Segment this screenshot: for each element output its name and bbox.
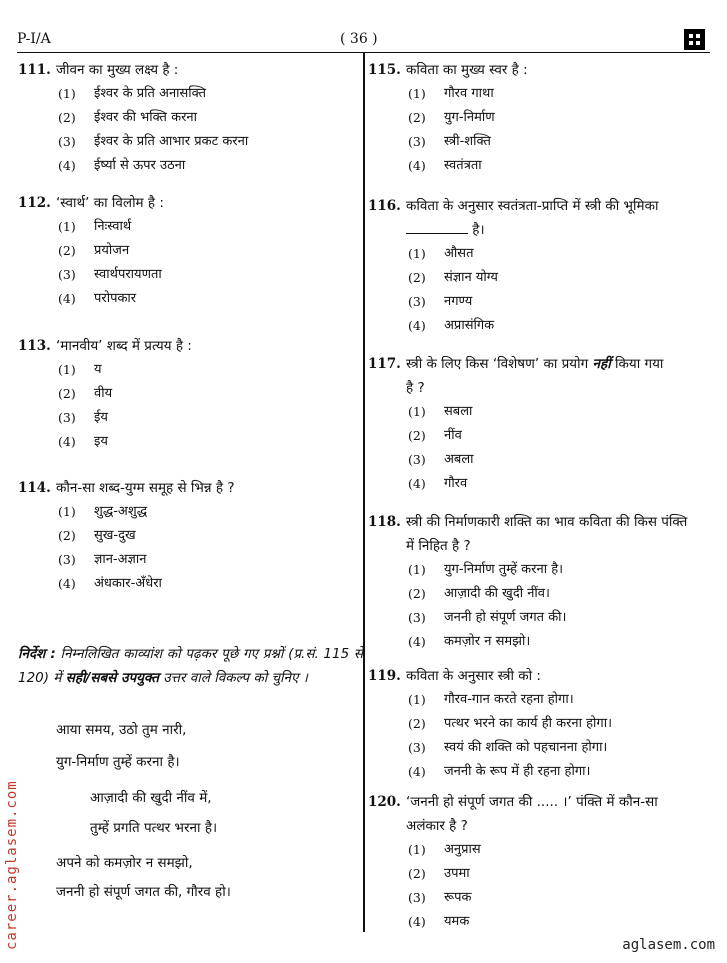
option: (2) संज्ञान योग्य (408, 270, 498, 285)
question-text: स्त्री के लिए किस ‘विशेषण’ का प्रयोग (406, 356, 589, 372)
question-number: 112. (18, 195, 51, 211)
question-text: कविता का मुख्य स्वर है : (406, 62, 528, 78)
option: (4) अंधकार-अँधेरा (58, 576, 162, 591)
qr-code-icon (684, 29, 705, 50)
question-number: 117. (368, 356, 401, 372)
option: (2) युग-निर्माण (408, 110, 495, 125)
option: (1) ईश्वर के प्रति अनासक्ति (58, 86, 207, 101)
question-number: 114. (18, 480, 51, 496)
option: (3) रूपक (408, 890, 472, 905)
question-number: 120. (368, 794, 401, 810)
option: (4) परोपकार (58, 291, 137, 306)
watermark-left: career.aglasem.com (4, 780, 20, 950)
question-number: 113. (18, 338, 51, 354)
option: (1) युग-निर्माण तुम्हें करना है। (408, 562, 564, 577)
question-111 (18, 58, 358, 178)
fill-in-blank (406, 233, 468, 234)
paper-code: P-I/A (17, 31, 51, 47)
question-text: कविता के अनुसार स्वतंत्रता-प्राप्ति में स्त्री की भूमिका (406, 198, 659, 214)
question-text: ‘मानवीय’ शब्द में प्रत्यय है : (56, 338, 192, 354)
option: (2) उपमा (408, 866, 470, 881)
question-text: ‘स्वार्थ’ का विलोम है : (56, 195, 164, 211)
option: (4) जननी के रूप में ही रहना होगा। (408, 764, 591, 779)
option: (1) गौरव गाथा (408, 86, 494, 101)
option: (1) शुद्ध-अशुद्ध (58, 504, 148, 519)
column-divider (363, 52, 365, 932)
option: (2) पत्थर भरने का कार्य ही करना होगा। (408, 716, 613, 731)
directions-label: निर्देश : (18, 646, 56, 662)
poem-line: जननी हो संपूर्ण जगत की, गौरव हो। (56, 884, 231, 900)
option: (4) स्वतंत्रता (408, 158, 482, 173)
option: (3) स्त्री-शक्ति (408, 134, 491, 149)
question-text-cont: में निहित है ? (406, 538, 471, 554)
option: (3) स्वार्थपरायणता (58, 267, 162, 282)
question-number: 111. (18, 62, 51, 78)
question-115 (368, 58, 708, 178)
question-text: कौन-सा शब्द-युग्म समूह से भिन्न है ? (56, 480, 235, 496)
option: (4) गौरव (408, 476, 468, 491)
poem-line: आया समय, उठो तुम नारी, (56, 722, 187, 738)
poem-line: तुम्हें प्रगति पत्थर भरना है। (90, 820, 218, 836)
question-114 (18, 476, 358, 596)
option: (4) यमक (408, 914, 470, 929)
question-text-cont: अलंकार है ? (406, 818, 468, 834)
option: (2) वीय (58, 386, 113, 401)
page-number: ( 36 ) (340, 31, 378, 47)
option: (4) इय (58, 434, 108, 449)
poem-line: युग-निर्माण तुम्हें करना है। (56, 754, 180, 770)
question-120 (368, 790, 708, 934)
directions (18, 642, 363, 690)
question-number: 119. (368, 668, 401, 684)
option: (3) ज्ञान-अज्ञान (58, 552, 147, 567)
question-117 (368, 352, 708, 496)
question-113 (18, 334, 358, 454)
option: (2) आज़ादी की खुदी नींव। (408, 586, 550, 601)
option: (2) प्रयोजन (58, 243, 130, 258)
option: (2) ईश्वर की भक्ति करना (58, 110, 197, 125)
option: (3) जननी हो संपूर्ण जगत की। (408, 610, 567, 625)
option: (3) स्वयं की शक्ति को पहचानना होगा। (408, 740, 608, 755)
question-number: 116. (368, 198, 401, 214)
poem-line: अपने को कमज़ोर न समझो, (56, 855, 193, 871)
question-text-cont: है ? (406, 380, 425, 396)
option: (1) औसत (408, 246, 474, 261)
question-text-cont: है। (472, 222, 485, 238)
option: (1) य (58, 362, 102, 377)
option: (2) नींव (408, 428, 462, 443)
option: (1) निःस्वार्थ (58, 219, 132, 234)
question-116 (368, 194, 708, 338)
watermark-right: aglasem.com (622, 937, 715, 953)
question-text: जीवन का मुख्य लक्ष्य है : (56, 62, 179, 78)
question-118 (368, 510, 708, 654)
directions-text-2: उत्तर वाले विकल्प को चुनिए । (163, 670, 308, 686)
option: (3) ईश्वर के प्रति आभार प्रकट करना (58, 134, 249, 149)
question-text: कविता के अनुसार स्त्री को : (406, 668, 541, 684)
option: (4) ईर्ष्या से ऊपर उठना (58, 158, 186, 173)
question-number: 115. (368, 62, 401, 78)
option: (2) सुख-दुख (58, 528, 136, 543)
question-119 (368, 664, 708, 784)
option: (1) सबला (408, 404, 473, 419)
option: (4) अप्रासंगिक (408, 318, 495, 333)
option: (1) गौरव-गान करते रहना होगा। (408, 692, 574, 707)
directions-text-1: निम्नलिखित काव्यांश को पढ़कर पूछे गए प्रश्नों (प्र.सं. 115 से 120) में (18, 646, 363, 686)
option: (3) अबला (408, 452, 474, 467)
question-text: स्त्री की निर्माणकारी शक्ति का भाव कविता की किस पंक्ति (406, 514, 688, 530)
poem-line: आज़ादी की खुदी नींव में, (90, 790, 212, 806)
option: (1) अनुप्रास (408, 842, 481, 857)
option: (4) कमज़ोर न समझो। (408, 634, 531, 649)
directions-emphasis: सही/सबसे उपयुक्त (65, 670, 159, 686)
question-number: 118. (368, 514, 401, 530)
option: (3) ईय (58, 410, 108, 425)
question-emphasis: नहीं (592, 356, 611, 372)
question-text-b: किया गया (615, 356, 664, 372)
question-112 (18, 191, 358, 311)
option: (3) नगण्य (408, 294, 473, 309)
question-text: ‘जननी हो संपूर्ण जगत की ..... ।’ पंक्ति में कौन-सा (406, 794, 658, 810)
